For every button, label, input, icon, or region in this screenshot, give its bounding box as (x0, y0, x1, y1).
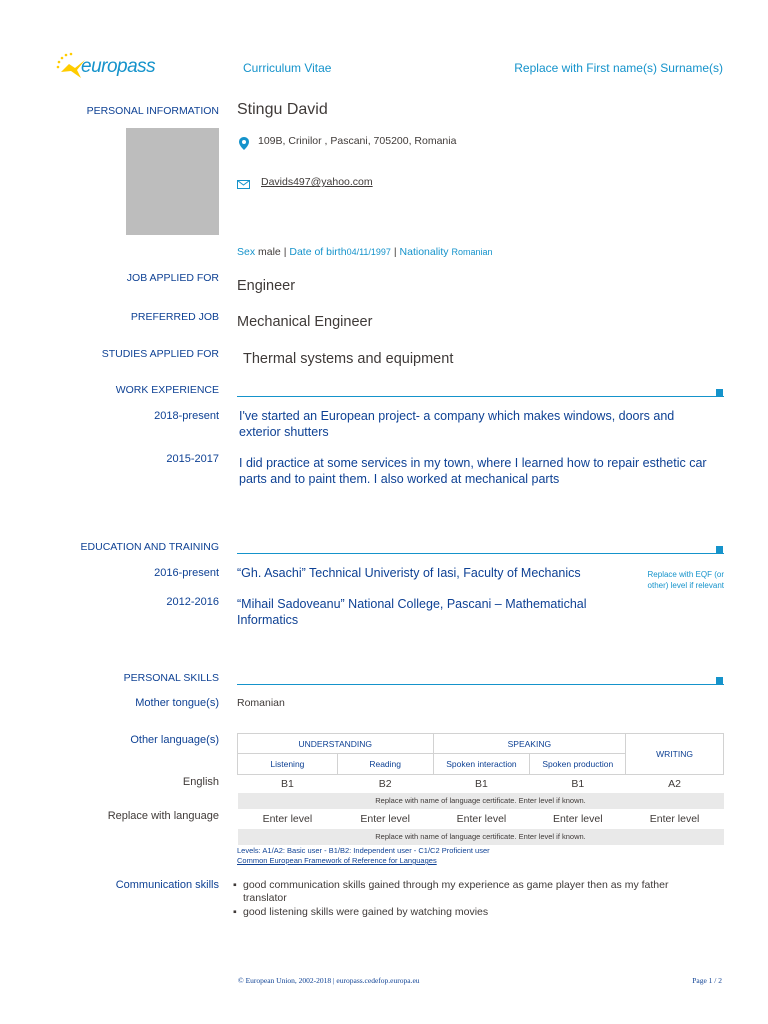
sex-label: Sex (237, 246, 256, 258)
bullet-icon: ▪ (233, 879, 237, 891)
section-marker (716, 677, 723, 684)
writing-header: WRITING (626, 734, 724, 775)
language-certificate: Replace with name of language certificate. Enter level if known. (238, 793, 724, 809)
level-cell: A2 (668, 777, 681, 790)
email-link[interactable]: Davids497@yahoo.com (261, 176, 373, 188)
level-cell: B2 (378, 777, 392, 790)
speaking-header: SPEAKING (433, 734, 626, 754)
listening-header: Listening (238, 754, 338, 775)
work-period: 2018-present (154, 410, 219, 422)
work-period: 2015-2017 (166, 453, 219, 465)
understanding-header: UNDERSTANDING (238, 734, 434, 754)
mother-tongue-value: Romanian (237, 697, 285, 709)
section-marker (716, 546, 723, 553)
communication-skills-list (233, 879, 713, 919)
level-cell: Enter level (456, 812, 507, 825)
reading-header: Reading (337, 754, 433, 775)
level-cell: Enter level (360, 812, 410, 825)
dob-value: 04/11/1997 (346, 247, 391, 257)
spoken-production-header: Spoken production (530, 754, 626, 775)
language-certificate: Replace with name of language certificate. Enter level if known. (238, 829, 724, 845)
preferred-job-label: PREFERRED JOB (130, 311, 219, 323)
language-name: English (182, 776, 219, 788)
section-divider (237, 553, 724, 554)
spoken-interaction-header: Spoken interaction (433, 754, 530, 775)
cefr-link[interactable]: Common European Framework of Reference for Languages (237, 856, 437, 865)
eqf-note: Replace with EQF (or other) level if relevant (647, 570, 724, 590)
nationality-value: Romanian (451, 247, 493, 257)
education-period: 2012-2016 (166, 596, 219, 608)
full-name: Stingu David (237, 101, 328, 118)
studies-applied-label: STUDIES APPLIED FOR (101, 348, 219, 360)
language-level-row (238, 775, 724, 793)
europass-logo (55, 52, 165, 82)
list-item (233, 879, 713, 905)
email-icon (237, 180, 250, 189)
personal-details-line (237, 246, 493, 258)
language-table (237, 733, 724, 845)
level-cell: B1 (475, 777, 488, 790)
section-divider (237, 396, 724, 397)
education-description: “Gh. Asachi” Technical Univeristy of Iasi, Faculty of Mechanics (237, 566, 581, 580)
location-pin-icon (239, 137, 249, 150)
mother-tongue-label: Mother tongue(s) (135, 697, 219, 709)
level-cell: Enter level (649, 812, 700, 825)
education-period: 2016-present (154, 567, 219, 579)
section-marker (716, 389, 723, 396)
studies-applied-value: Thermal systems and equipment (243, 351, 454, 367)
bullet-icon: ▪ (233, 906, 237, 918)
sex-value: male (258, 246, 281, 258)
work-description: I've started an European project- a company which makes windows, doors and exterior shutters (239, 409, 675, 439)
level-cell: B1 (280, 777, 294, 790)
separator: | (393, 246, 397, 258)
footer-copyright: © European Union, 2002-2018 | europass.cedefop.europa.eu (238, 976, 420, 985)
list-item-text: good communication skills gained through my experience as game player then as my father translator (243, 879, 669, 904)
level-cell: B1 (571, 777, 585, 790)
footer-page-number: Page 1 / 2 (692, 976, 722, 985)
logo-text: europass (81, 56, 156, 77)
photo-placeholder (126, 128, 219, 235)
doc-title: Curriculum Vitae (243, 61, 332, 75)
list-item (233, 906, 713, 919)
level-cell: Enter level (262, 812, 313, 825)
other-languages-label: Other language(s) (130, 734, 219, 746)
education-label: EDUCATION AND TRAINING (80, 541, 219, 553)
list-item-text: good listening skills were gained by watching movies (243, 906, 489, 918)
levels-note: Levels: A1/A2: Basic user - B1/B2: Independent user - C1/C2 Proficient user (237, 846, 490, 855)
job-applied-label: JOB APPLIED FOR (126, 272, 219, 284)
communication-skills-label: Communication skills (115, 879, 219, 891)
nationality-label: Nationality (399, 246, 449, 258)
section-divider (237, 684, 724, 685)
separator: | (283, 246, 287, 258)
dob-label: Date of birth (289, 246, 347, 258)
work-experience-label: WORK EXPERIENCE (115, 384, 219, 396)
level-cell: Enter level (552, 812, 603, 825)
preferred-job-value: Mechanical Engineer (237, 314, 373, 330)
language-level-row (238, 809, 724, 829)
language-name: Replace with language (107, 810, 219, 822)
education-description: “Mihail Sadoveanu” National College, Pascani – Mathematichal Informatics (237, 597, 587, 627)
name-placeholder: Replace with First name(s) Surname(s) (514, 61, 723, 75)
work-description: I did practice at some services in my town, where I learned how to repair esthetic car parts and to paint them. I also worked at mechanical parts (239, 456, 707, 486)
job-applied-value: Engineer (237, 278, 296, 294)
address: 109B, Crinilor , Pascani, 705200, Romania (258, 135, 457, 147)
personal-skills-label: PERSONAL SKILLS (123, 672, 219, 684)
personal-info-label: PERSONAL INFORMATION (86, 105, 219, 117)
